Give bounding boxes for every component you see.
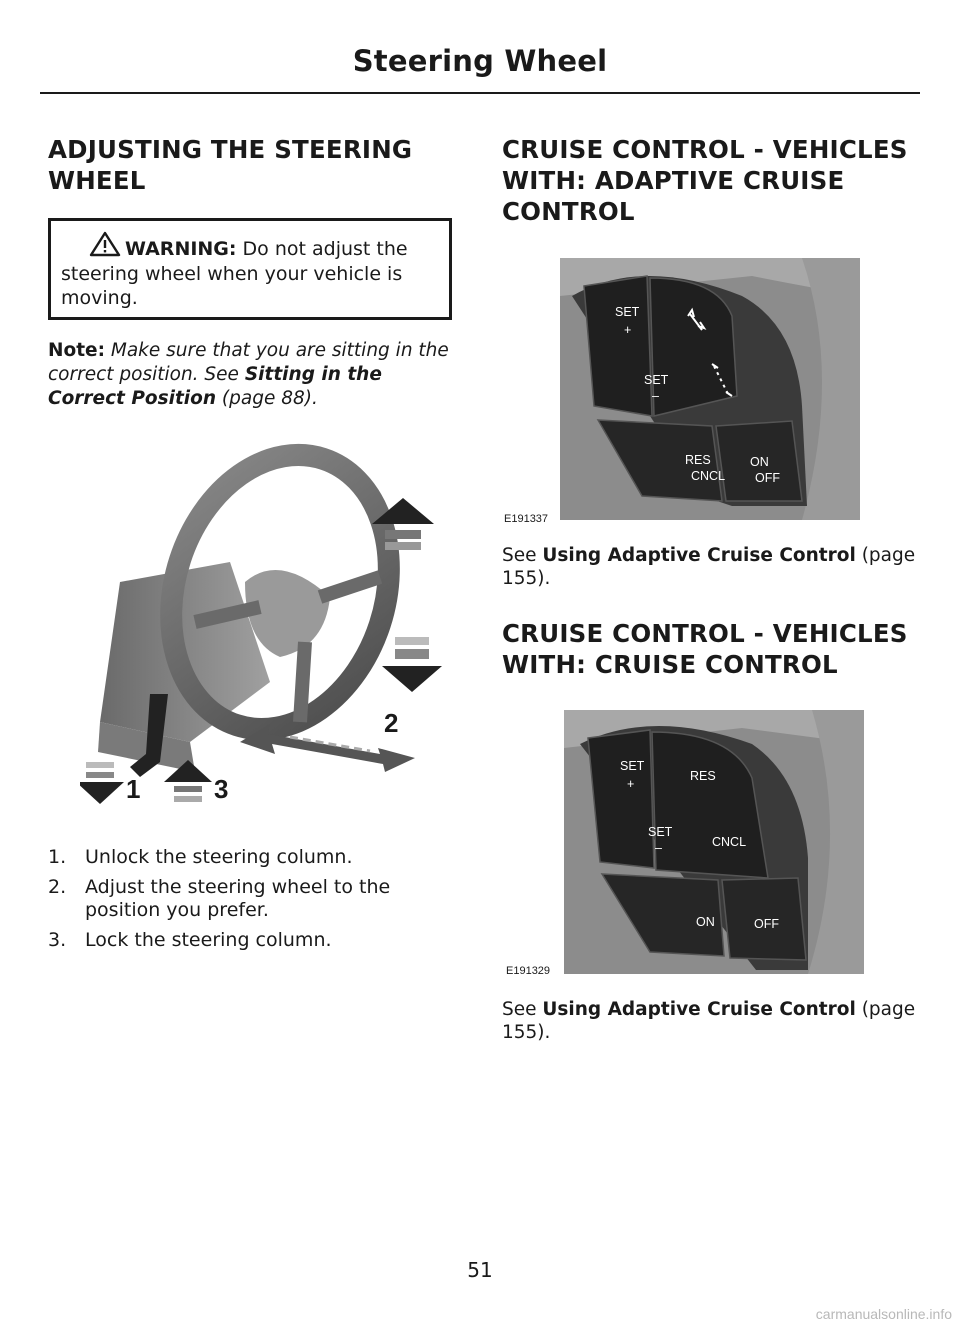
note-page-ref: (page 88). (216, 388, 318, 409)
see-link[interactable]: Using Adaptive Cruise Control (542, 999, 856, 1020)
step-text: Adjust the steering wheel to the position you prefer. (85, 875, 391, 921)
step-number: 1. (48, 846, 67, 868)
arrow-down-icon (80, 762, 124, 804)
minus-glyph: – (652, 389, 659, 403)
see-prefix: See (502, 545, 543, 566)
cruise-buttons-illustration (502, 708, 868, 980)
see-page-ref: (page 155). (502, 545, 916, 589)
minus-glyph: – (655, 841, 662, 855)
section-heading-adaptive-cruise (502, 134, 922, 227)
warning-body: Do not adjust the steering wheel when your vehicle is moving. (61, 238, 408, 309)
see-link[interactable]: Using Adaptive Cruise Control (542, 545, 856, 566)
heading-line: WHEEL (48, 166, 146, 195)
callout-3: 3 (214, 774, 229, 804)
page-title: Steering Wheel (352, 44, 608, 78)
callout-1: 1 (126, 774, 141, 804)
on-label: ON (696, 915, 715, 929)
watermark: carmanualsonline.info (815, 1306, 952, 1322)
see-prefix: See (502, 999, 543, 1020)
note-text: Make sure that you are sitting in the correct position. See (48, 340, 449, 385)
set-minus-label: SET (644, 373, 669, 387)
heading-line: ADJUSTING THE STEERING (48, 135, 413, 164)
see-reference (502, 544, 922, 590)
steering-wheel-illustration (80, 432, 450, 812)
set-minus-label: SET (648, 825, 673, 839)
steps-list (48, 846, 463, 958)
heading-line: WITH: ADAPTIVE CRUISE (502, 166, 845, 195)
section-heading-adjusting (48, 134, 468, 196)
step-text: Lock the steering column. (85, 928, 332, 951)
adaptive-cruise-buttons-illustration (502, 256, 862, 526)
figure-id: E191329 (506, 965, 551, 977)
heading-line: WITH: CRUISE CONTROL (502, 650, 838, 679)
list-item (48, 876, 463, 923)
figure-id: E191337 (504, 513, 549, 525)
heading-line: CRUISE CONTROL - VEHICLES (502, 135, 908, 164)
warning-box (48, 218, 452, 320)
cncl-label: CNCL (712, 835, 747, 849)
set-plus-label: SET (620, 759, 645, 773)
note-paragraph (48, 339, 463, 411)
off-label: OFF (755, 471, 780, 485)
step-text: Unlock the steering column. (85, 846, 353, 868)
list-item (48, 846, 463, 870)
res-label: RES (685, 453, 711, 467)
heading-line: CONTROL (502, 197, 635, 226)
step-number: 3. (48, 928, 67, 951)
plus-glyph: + (624, 323, 632, 337)
step-number: 2. (48, 875, 67, 898)
plus-glyph: + (627, 777, 635, 791)
heading-line: CRUISE CONTROL - VEHICLES (502, 619, 908, 648)
section-heading-cruise (502, 618, 922, 680)
warning-triangle-icon (89, 231, 121, 257)
header-divider (40, 92, 920, 94)
cncl-label: CNCL (691, 469, 726, 483)
arrow-down-icon (382, 637, 442, 692)
off-label: OFF (754, 917, 779, 931)
set-plus-label: SET (615, 305, 640, 319)
note-label: Note: (48, 340, 105, 361)
on-label: ON (750, 455, 769, 469)
warning-label: WARNING: (125, 238, 237, 260)
note-link[interactable]: Sitting in the Correct Position (48, 364, 382, 409)
list-item (48, 929, 463, 953)
callout-2: 2 (384, 708, 399, 738)
page-number: 51 (467, 1258, 493, 1282)
see-page-ref: (page 155). (502, 999, 916, 1043)
res-label: RES (690, 769, 716, 783)
see-reference (502, 998, 922, 1044)
